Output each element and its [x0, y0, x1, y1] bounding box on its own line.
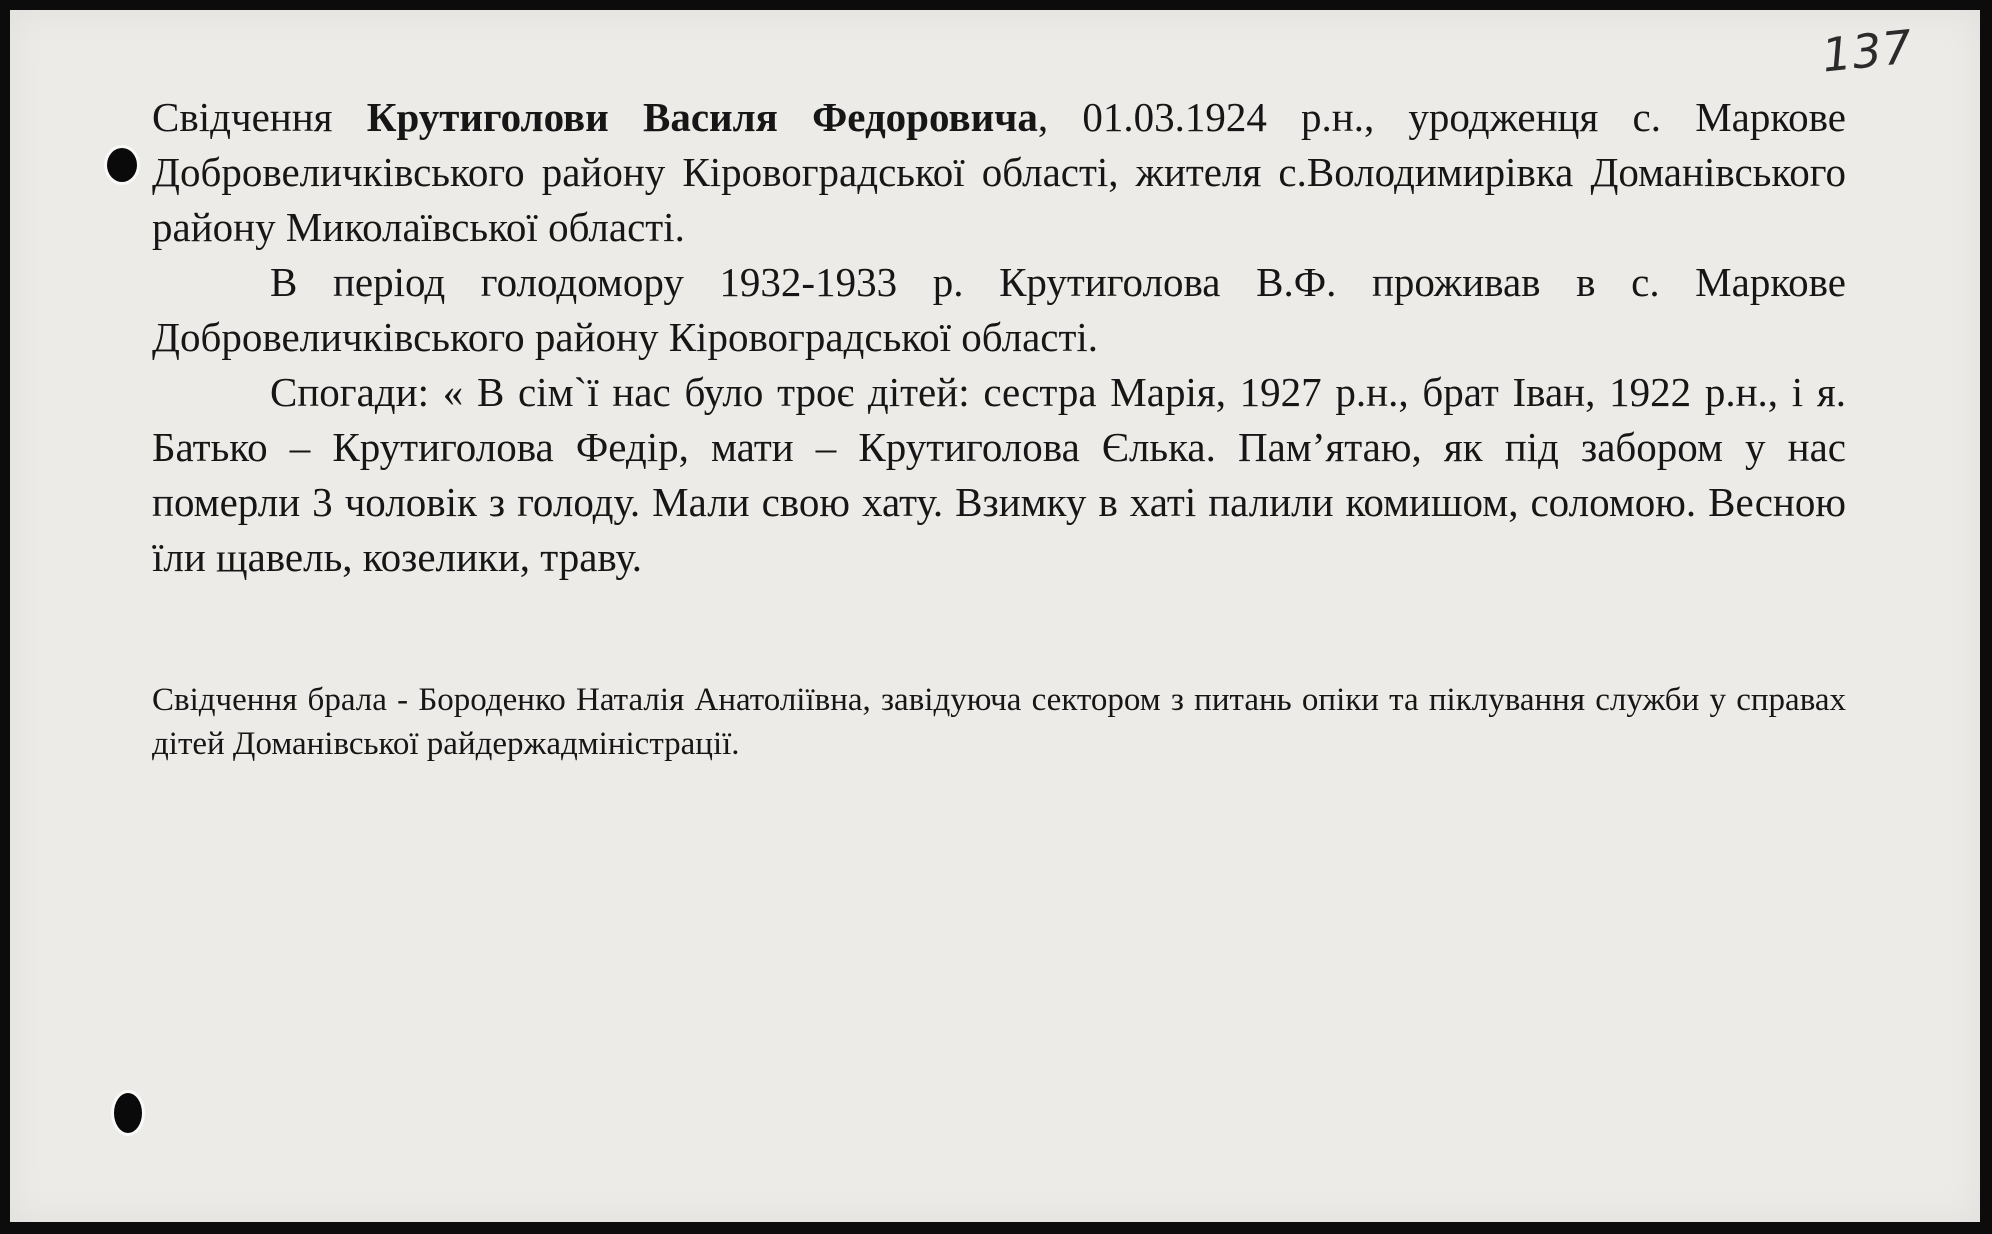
punch-hole	[114, 1093, 142, 1133]
witness-name: Крутиголови Василя Федоровича	[366, 94, 1038, 140]
testimony-body	[152, 90, 1846, 585]
period-paragraph: В період голодомору 1932-1933 р. Крутиголова В.Ф. проживав в с. Маркове Добровеличківського району Кіровоградської області.	[152, 259, 1846, 360]
document-page	[10, 10, 1980, 1222]
intro-paragraph	[152, 90, 1846, 255]
intro-details: , 01.03.1924 р.н., уродженця с. Маркове Добровеличківського району Кіровоградської області, жителя с.Володимирівка Доманівського району Миколаївської області.	[152, 94, 1846, 250]
memories-paragraph: Спогади: « В сім`ї нас було троє дітей: сестра Марія, 1927 р.н., брат Іван, 1922 р.н., і я. Батько – Крутиголова Федір, мати – Крутиголова Єлька. Пам’ятаю, як під забором у нас померли 3 чоловік з голоду. Мали свою хату. Взимку в хаті палили комишом, соломою. Весною їли щавель, козелики, траву.	[152, 369, 1846, 580]
intro-prefix: Свідчення	[152, 94, 333, 140]
punch-hole	[107, 148, 137, 182]
recorder-note: Свідчення брала - Бороденко Наталія Анатоліївна, завідуюча сектором з питань опіки та піклування служби у справах дітей Доманівської райдержадміністрації.	[152, 682, 1846, 762]
page-number: 137	[1819, 19, 1916, 83]
